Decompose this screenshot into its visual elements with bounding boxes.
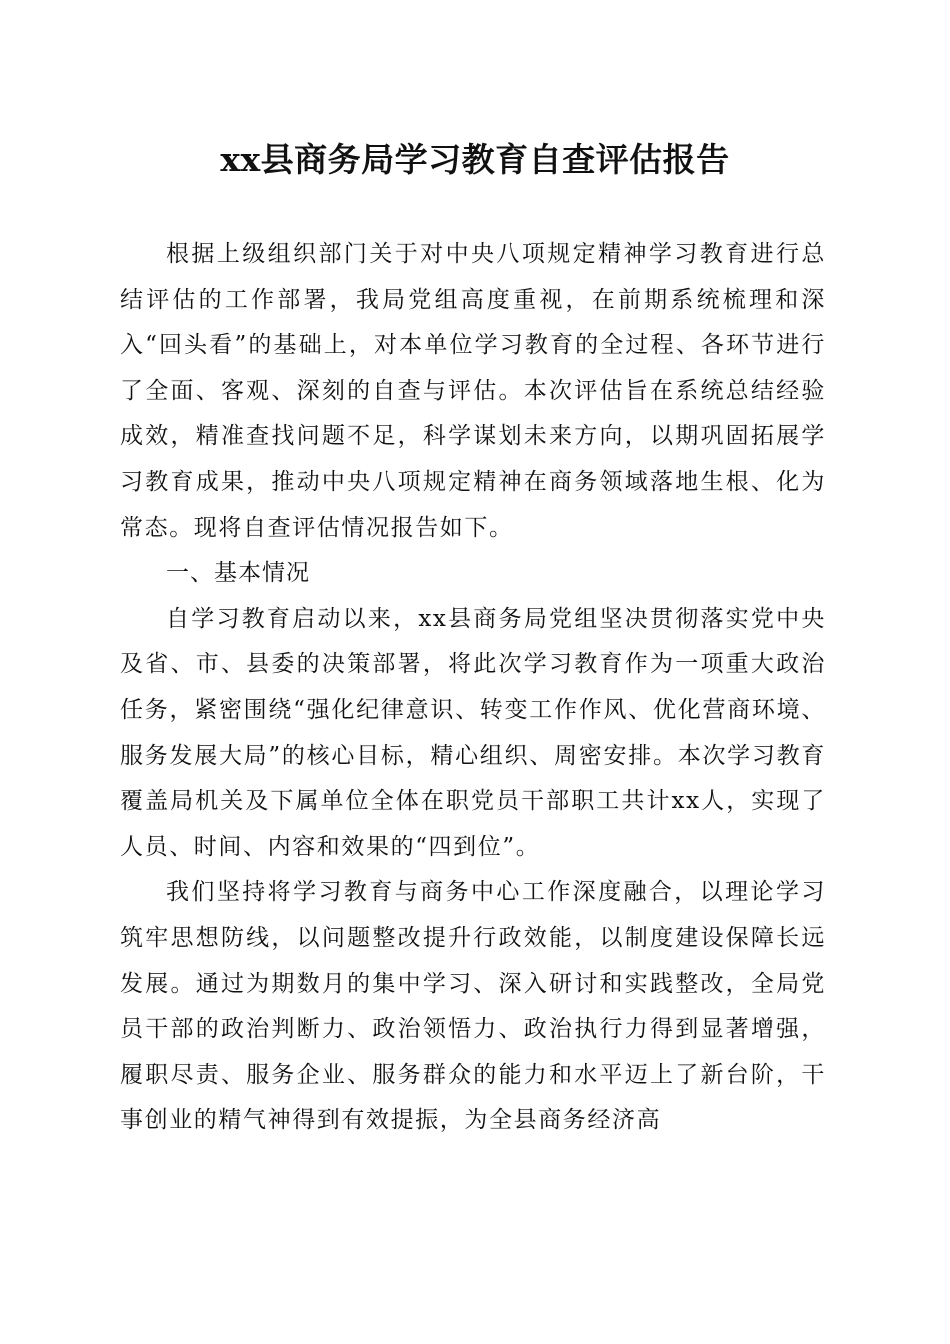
section1-paragraph-1: 自学习教育启动以来，xx县商务局党组坚决贯彻落实党中央及省、市、县委的决策部署，将此次学习教育作为一项重大政治任务，紧密围绕“强化纪律意识、转变工作作风、优化营商环境、服务发展大局”的核心目标，精心组织、周密安排。本次学习教育覆盖局机关及下属单位全体在职党员干部职工共计xx人，实现了人员、时间、内容和效果的“四到位”。 bbox=[120, 605, 826, 860]
document-title: xx县商务局学习教育自查评估报告 bbox=[220, 140, 730, 179]
document-body bbox=[120, 232, 826, 1144]
intro-paragraph: 根据上级组织部门关于对中央八项规定精神学习教育进行总结评估的工作部署，我局党组高度重视，在前期系统梳理和深入“回头看”的基础上，对本单位学习教育的全过程、各环节进行了全面、客观、深刻的自查与评估。本次评估旨在系统总结经验成效，精准查找问题不足，科学谋划未来方向，以期巩固拓展学习教育成果，推动中央八项规定精神在商务领域落地生根、化为常态。现将自查评估情况报告如下。 bbox=[120, 241, 826, 541]
section-heading-basic-situation: 一、基本情况 bbox=[166, 560, 310, 587]
section1-paragraph-2: 我们坚持将学习教育与商务中心工作深度融合，以理论学习筑牢思想防线，以问题整改提升行政效能，以制度建设保障长远发展。通过为期数月的集中学习、深入研讨和实践整改，全局党员干部的政治判断力、政治领悟力、政治执行力得到显著增强，履职尽责、服务企业、服务群众的能力和水平迈上了新台阶，干事创业的精气神得到有效提振，为全县商务经济高 bbox=[120, 879, 826, 1134]
